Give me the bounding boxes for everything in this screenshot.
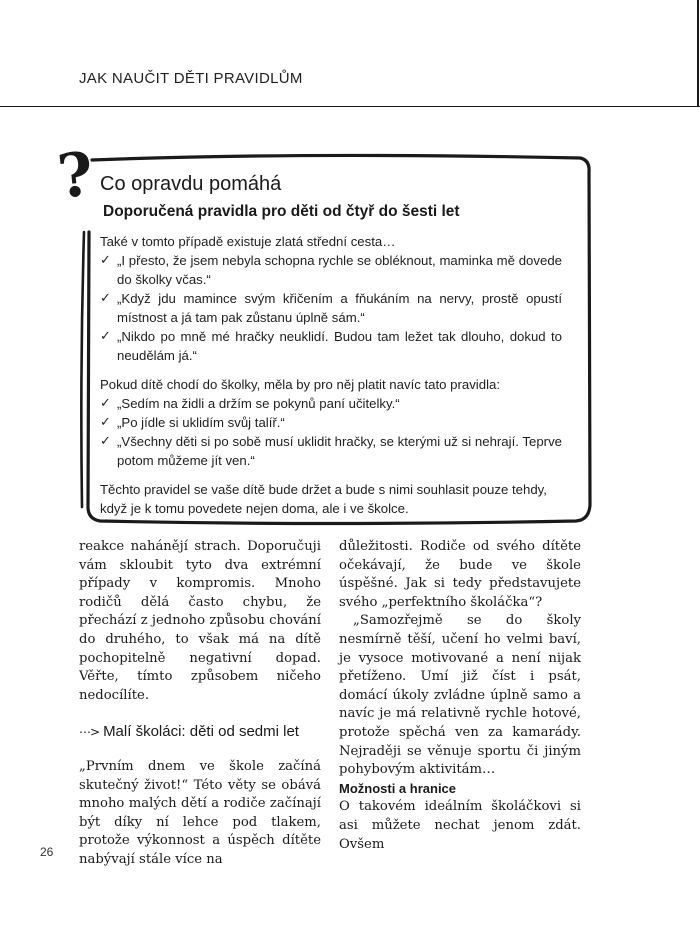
left-column [79,538,321,870]
question-mark-icon: ? [54,139,97,213]
paragraph: důležitosti. Rodiče od svého dítěte očekávají, že bude ve škole úspěšné. Jak si tedy představujete svého „perfektního školáčka“? [339,539,581,610]
paragraph: O takovém ideálním školáčkovi si asi můžete nechat jenom zdát. Ovšem [339,799,581,852]
arrow-right-icon: ⋯> [79,725,100,740]
list-item: ✓ „Všechny děti si po sobě musí uklidit hračky, se kterými už si nehrají. Teprve potom můžeme jít ven.“ [100,434,562,468]
rule-list-1 [100,251,562,365]
running-head: JAK NAUČIT DĚTI PRAVIDLŮM [79,70,303,87]
rule-list-2 [100,394,562,470]
box-body [100,232,562,518]
checkmark-icon: ✓ [100,253,111,268]
checkmark-icon: ✓ [100,291,111,306]
subheading-text: Malí školáci: děti od sedmi let [103,723,299,741]
list-item: ✓ „Nikdo po mně mé hračky neuklidí. Budou tam ležet tak dlouho, dokud to neudělám já.“ [100,329,562,363]
checkmark-icon: ✓ [100,434,111,449]
list-item: ✓ „Když jdu mamince svým křičením a fňukáním na nervy, prostě opustí místnost a já tam pak zůstanu úplně sám.“ [100,291,562,325]
paragraph: reakce nahánějí strach. Doporučuji vám skloubit tyto dva extrémní případy v kompromis. Mnoho rodičů dělá často chybu, že přechází z jednoho způsobu chování do druhého, to však má na dítě pochopitelně negativní dopad. Věřte, tímto způsobem ničeho nedocílíte. [79,539,321,703]
checkmark-icon: ✓ [100,396,111,411]
checkmark-icon: ✓ [100,415,111,430]
list-item: ✓ „I přesto, že jsem nebyla schopna rychle se obléknout, maminka mě dovede do školky včas.“ [100,253,562,287]
box-intro-2: Pokud dítě chodí do školky, měla by pro něj platit navíc tato pravidla: [100,377,500,392]
page-number: 26 [40,845,54,859]
box-outro: Těchto pravidel se vaše dítě bude držet a bude s nimi souhlasit pouze tehdy, když je k tomu povedete nejen doma, ale i ve školce. [100,482,547,516]
box-intro: Také v tomto případě existuje zlatá střední cesta… [100,234,396,249]
section-heading: Možnosti a hranice [339,780,457,796]
list-item: ✓ „Po jídle si uklidím svůj talíř.“ [100,415,285,430]
box-title: Co opravdu pomáhá [100,173,282,195]
paragraph: „Prvním dnem ve škole začíná skutečný život!“ Této věty se obává mnoho malých dětí a rodiče začínají být díky ní lehce pod tlakem, protože výkonnost a úspěch dítěte nabývají stále více na [79,758,321,867]
section-subheading [79,723,321,742]
right-column [339,538,581,854]
paragraph: „Samozřejmě se do školy nesmírně těší, učení ho velmi baví, je vysoce motivované a není nijak přetíženo. Umí již číst i psát, domácí úkoly zvládne úplně samo a navíc je má relativně rychle hotové, protože spěchá ven za kamarády. Nejraději se věnuje sportu či jiným pohybovým aktivitám… [339,613,581,778]
list-item: ✓ „Sedím na židli a držím se pokynů paní učitelky.“ [100,396,400,411]
box-subtitle: Doporučená pravidla pro děti od čtyř do šesti let [103,203,460,220]
checkmark-icon: ✓ [100,329,111,344]
